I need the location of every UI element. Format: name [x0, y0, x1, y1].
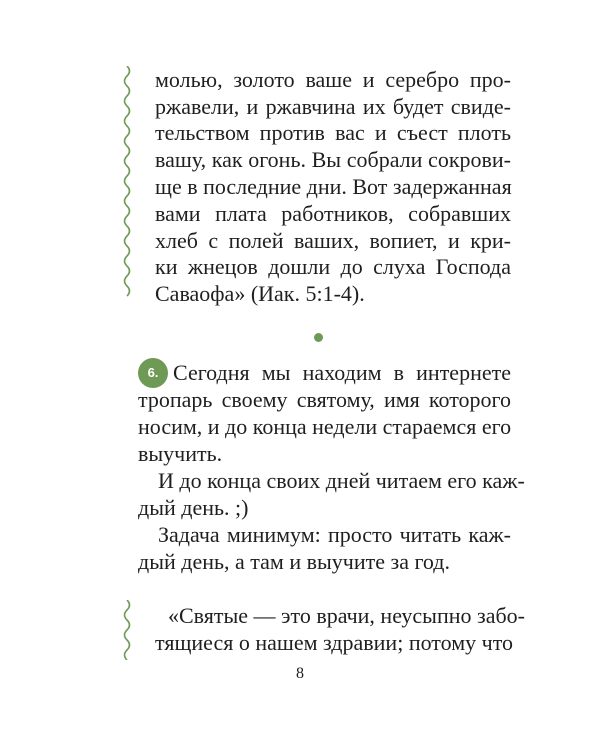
section-separator-dot [314, 333, 323, 342]
quote-line: молью, золото ваше и серебро про- [155, 67, 511, 92]
item-line: носим, и до конца недели стараемся его [138, 414, 512, 439]
item-number-badge: 6. [138, 358, 168, 388]
item-line: дый день, а там и выучите за год. [138, 549, 450, 574]
quote-wavy-line-icon [120, 600, 134, 660]
page-number: 8 [296, 665, 304, 682]
quote-line: вами плата работников, собравших [155, 201, 511, 226]
quote-wavy-line-icon [120, 66, 134, 300]
quote-line: хлеб с полей ваших, вопиет, и кри- [155, 228, 511, 253]
item-line: Сегодня мы находим в интернете [173, 360, 511, 385]
quote-line: тельством против вас и съест плоть [155, 120, 511, 145]
quote-line: Саваофа» (Иак. 5:1-4). [155, 281, 365, 306]
item-line: тропарь своему святому, имя которого [138, 387, 511, 412]
quote-line: «Святые — это врачи, неусыпно забо- [168, 603, 525, 628]
quote-line: ки жнецов дошли до слуха Господа [155, 254, 511, 279]
item-line: И до конца своих дней читаем его каж- [158, 468, 525, 493]
item-line: Задача минимум: просто читать каж- [158, 522, 511, 547]
item-line: выучить. [138, 441, 223, 466]
item-line: дый день. ;) [138, 495, 249, 520]
quote-line: ржавели, и ржавчина их будет свиде- [155, 94, 511, 119]
quote-line: ще в последние дни. Вот задержанная [155, 174, 512, 199]
quote-line: вашу, как огонь. Вы собрали сокрови- [155, 147, 511, 172]
quote-line: тящиеся о нашем здравии; потому что [155, 630, 514, 655]
